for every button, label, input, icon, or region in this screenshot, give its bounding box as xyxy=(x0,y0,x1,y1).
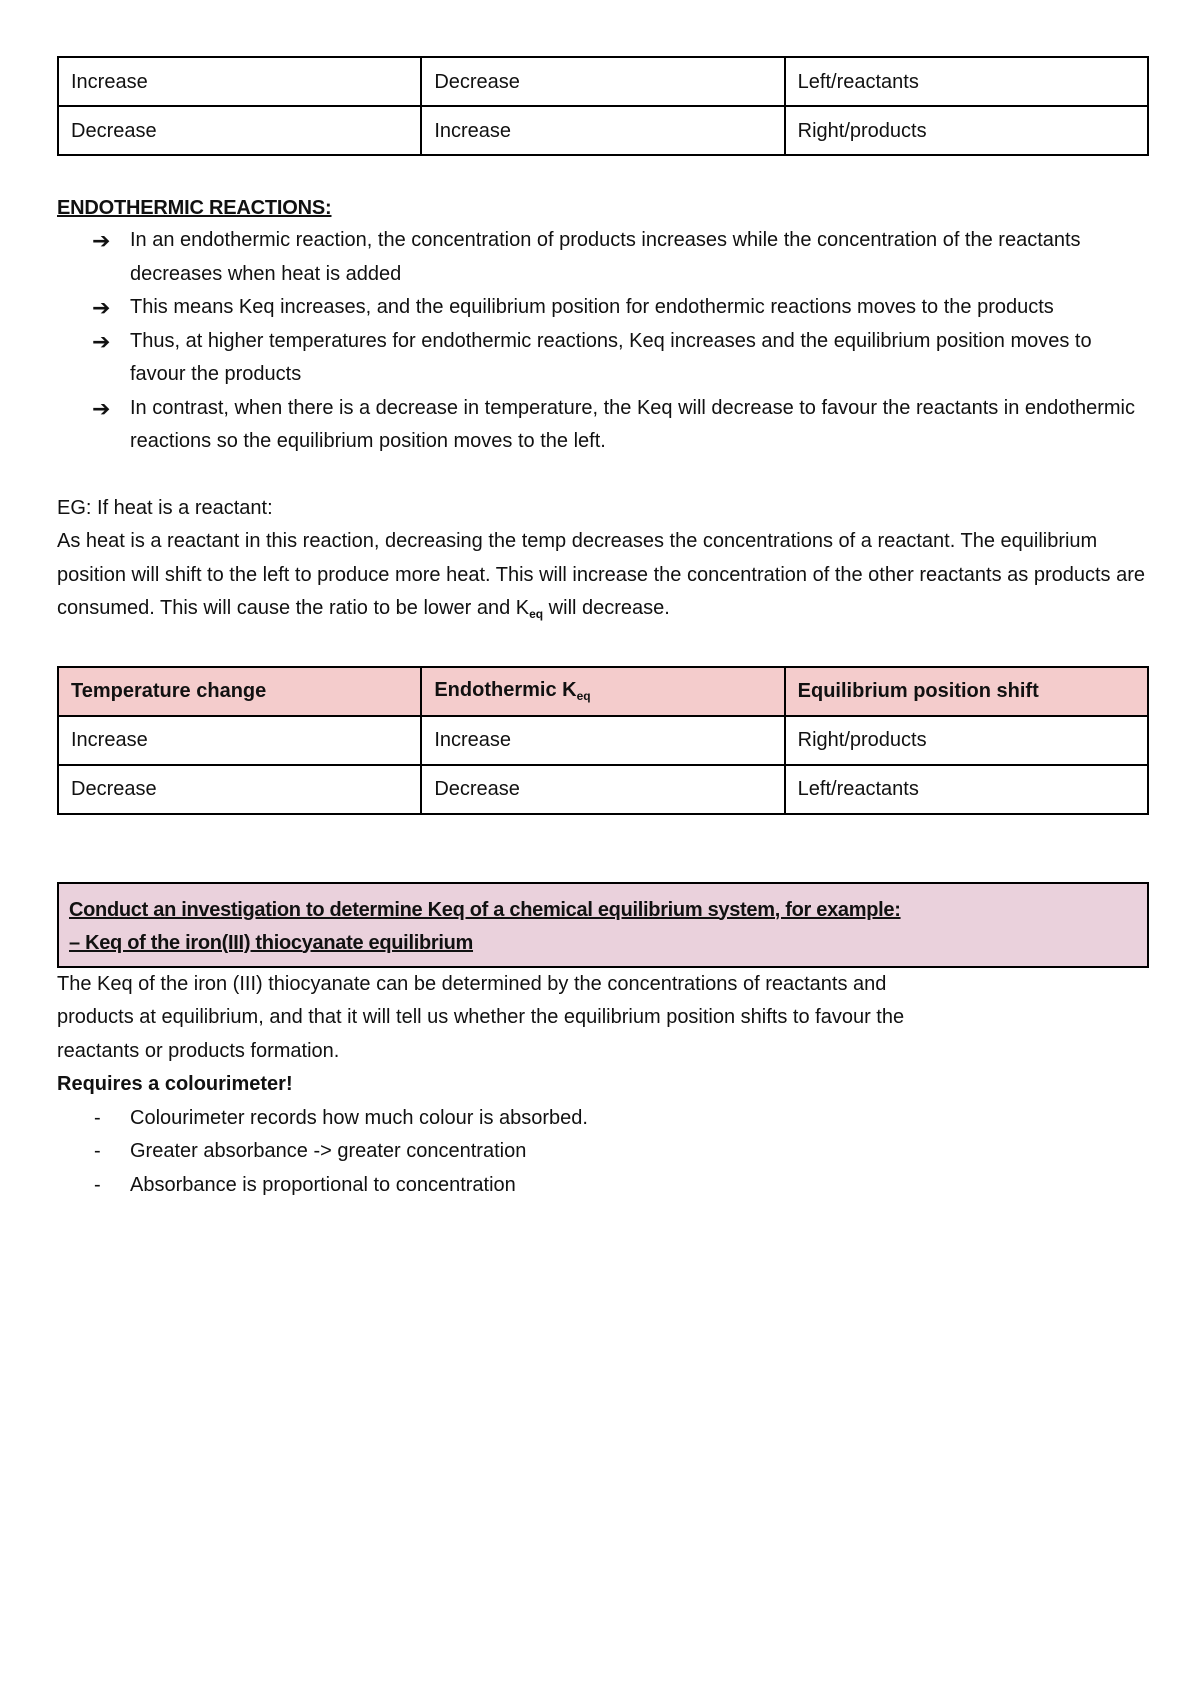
table-cell: Right/products xyxy=(785,716,1148,765)
table-header-row xyxy=(58,667,1148,716)
header-text: Endothermic K xyxy=(434,679,577,702)
arrow-bullet-icon: ➔ xyxy=(92,228,111,253)
table-cell: Decrease xyxy=(421,765,784,814)
list-item xyxy=(57,1102,1149,1136)
list-item xyxy=(57,291,1149,325)
example-paragraph xyxy=(57,525,1149,632)
column-header-temperature-change: Temperature change xyxy=(58,667,421,716)
endothermic-keq-table xyxy=(57,666,1149,815)
table-cell: Right/products xyxy=(785,106,1148,155)
bullet-text: In an endothermic reaction, the concentration of products increases while the concentration of the reactants decreases when heat is added xyxy=(130,229,1081,285)
dash-bullet: - xyxy=(94,1140,101,1162)
bullet-text: Thus, at higher temperatures for endothermic reactions, Keq increases and the equilibrium position moves to favour the products xyxy=(130,329,1092,385)
bullet-text: Absorbance is proportional to concentration xyxy=(130,1173,516,1196)
k-subscript: eq xyxy=(576,689,591,704)
example-text-end: will decrease. xyxy=(543,597,670,619)
table-cell: Decrease xyxy=(421,57,784,106)
bullet-text: This means Keq increases, and the equilibrium position for endothermic reactions moves to the products xyxy=(130,296,1054,318)
table-cell: Increase xyxy=(58,57,421,106)
bullet-text: In contrast, when there is a decrease in temperature, the Keq will decrease to favour the reactants in endothermic reactions so the equilibrium position moves to the left. xyxy=(130,396,1135,452)
table-cell: Decrease xyxy=(58,765,421,814)
table-cell: Increase xyxy=(421,106,784,155)
list-item xyxy=(57,325,1149,392)
table-cell: Left/reactants xyxy=(785,765,1148,814)
table-cell: Decrease xyxy=(58,106,421,155)
list-item xyxy=(57,1135,1149,1169)
investigation-paragraph: The Keq of the iron (III) thiocyanate can be determined by the concentrations of reactants and products at equilibrium, and that it will tell us whether the equilibrium position shifts to favour the reactants or products formation. xyxy=(57,972,905,1062)
list-item xyxy=(57,224,1149,291)
list-item xyxy=(57,1169,1149,1203)
table-cell: Increase xyxy=(58,716,421,765)
arrow-bullet-icon: ➔ xyxy=(92,295,111,320)
bullet-text: Colourimeter records how much colour is absorbed. xyxy=(130,1106,588,1129)
table-cell: Left/reactants xyxy=(785,57,1148,106)
endothermic-heading: ENDOTHERMIC REACTIONS: xyxy=(57,197,332,219)
table-row xyxy=(58,57,1148,106)
table-cell: Increase xyxy=(421,716,784,765)
investigation-heading-line-1: Conduct an investigation to determine Keq of a chemical equilibrium system, for example: xyxy=(69,898,901,921)
requires-colourimeter-note: Requires a colourimeter! xyxy=(57,1073,293,1095)
example-label: EG: If heat is a reactant: xyxy=(57,496,273,519)
arrow-bullet-icon: ➔ xyxy=(92,328,111,354)
bullet-text: Greater absorbance -> greater concentration xyxy=(130,1140,527,1162)
k-subscript: eq xyxy=(529,607,544,621)
document-page xyxy=(57,56,1149,1202)
table-row xyxy=(58,765,1148,814)
table-row xyxy=(58,106,1148,155)
investigation-heading-box xyxy=(57,882,1149,968)
dash-bullet: - xyxy=(94,1106,101,1129)
example-text: As heat is a reactant in this reaction, decreasing the temp decreases the concentrations of a reactant. The equilibrium position will shift to the left to produce more heat. This will increase the concentration of the other reactants as products are consumed. This will cause the ratio to be lower and K xyxy=(57,530,1145,619)
table-row xyxy=(58,716,1148,765)
list-item xyxy=(57,392,1149,459)
temperature-effect-table-continued xyxy=(57,56,1149,156)
column-header-equilibrium-shift: Equilibrium position shift xyxy=(785,667,1148,716)
investigation-heading-line-2: – Keq of the iron(III) thiocyanate equilibrium xyxy=(69,931,474,954)
arrow-bullet-icon: ➔ xyxy=(92,395,111,421)
endothermic-bullet-list xyxy=(57,224,1149,459)
dash-bullet: - xyxy=(94,1173,101,1196)
column-header-endothermic-keq xyxy=(421,667,784,716)
colourimeter-list xyxy=(57,1102,1149,1203)
